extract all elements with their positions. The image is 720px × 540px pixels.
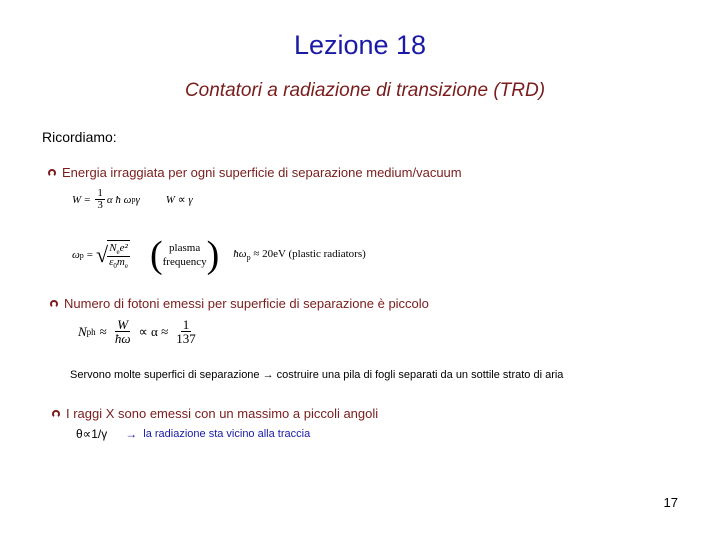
eq3-lhs: N [78,323,87,339]
theta-line [76,427,310,441]
eq2-den-sub2: e [124,262,128,271]
eq1-prop-rhs: γ [188,194,193,206]
eq2-lhs: ω [72,249,80,261]
eq2-hbar: ħω [233,247,247,260]
bullet-item-3 [52,406,378,421]
equation-photon-number [78,318,200,345]
eq2-paren-label: ( plasma frequency ) [149,234,220,276]
eq3-fraction [113,318,133,345]
bullet-item-1 [48,165,462,180]
theta-relation: θ∝1/γ [76,427,108,441]
bullet-text: Energia irraggiata per ogni superficie di separazione medium/vacuum [62,165,462,180]
eq1-rhs: α ħ ω [106,193,132,206]
eq3-frac-num: W [117,317,129,332]
eq2-num-rest: e² [119,241,128,254]
eq2-den-rest: m [116,256,125,268]
eq1-prop-lhs: W [165,194,175,206]
bullet-text: Numero di fotoni emessi per superficie di separazione è piccolo [64,296,429,311]
eq3-frac-den: ħω [114,331,131,346]
eq2-sub: p [79,250,84,260]
eq2-paren-note: (plastic radiators) [288,247,366,260]
eq1-lhs: W [72,193,82,206]
equation-plasma-frequency [72,236,366,274]
eq2-hbar-sub: p [246,253,251,263]
eq2-den: ε [109,256,114,268]
eq2-num-sub: e [116,248,120,256]
eq1-equals: = [84,193,91,206]
eq1-frac-den: 3 [97,199,103,211]
eq2-approx: ≈ 20eV [253,247,286,260]
eq3-approx: ≈ [99,323,107,339]
note-separation: Servono molte superfici di separazione → costruire una pila di fogli separati da un sottile strato di aria [70,369,564,381]
eq1-prop-symbol: ∝ [177,194,186,206]
page-subtitle: Contatori a radiazione di transizione (TRD) [184,80,546,101]
arrow-right-icon: → [125,427,138,441]
eq3-fraction2 [174,318,198,345]
eq2-sqrt [96,240,130,270]
eq2-paren-bottom: frequency [162,256,207,268]
bullet-icon [52,410,60,418]
eq3-frac2-num: 1 [182,317,190,332]
page-title: Lezione 18 [293,30,427,60]
bullet-icon [48,169,56,177]
eq2-equals: = [86,249,93,261]
intro-text: Ricordiamo: [42,129,117,145]
eq1-frac-num: 1 [97,187,103,199]
eq1-sub: p [131,195,136,204]
page-number: 17 [663,495,678,510]
theta-note: la radiazione sta vicino alla traccia [143,428,311,440]
sqrt-icon: √ [96,242,109,267]
bullet-icon [50,300,58,308]
eq2-den-sub: 0 [113,262,117,271]
eq2-paren-top: plasma [169,241,201,254]
bullet-item-2 [50,296,429,311]
eq3-frac2-den: 137 [176,331,196,346]
equation-energy [72,188,193,211]
eq2-num: N [109,241,117,254]
bullet-text: I raggi X sono emessi con un massimo a piccoli angoli [66,406,379,421]
eq1-fraction [95,188,105,211]
eq3-prop: ∝ α ≈ [138,323,169,339]
eq1-gamma: γ [135,193,140,206]
eq3-sub: ph [86,326,96,337]
